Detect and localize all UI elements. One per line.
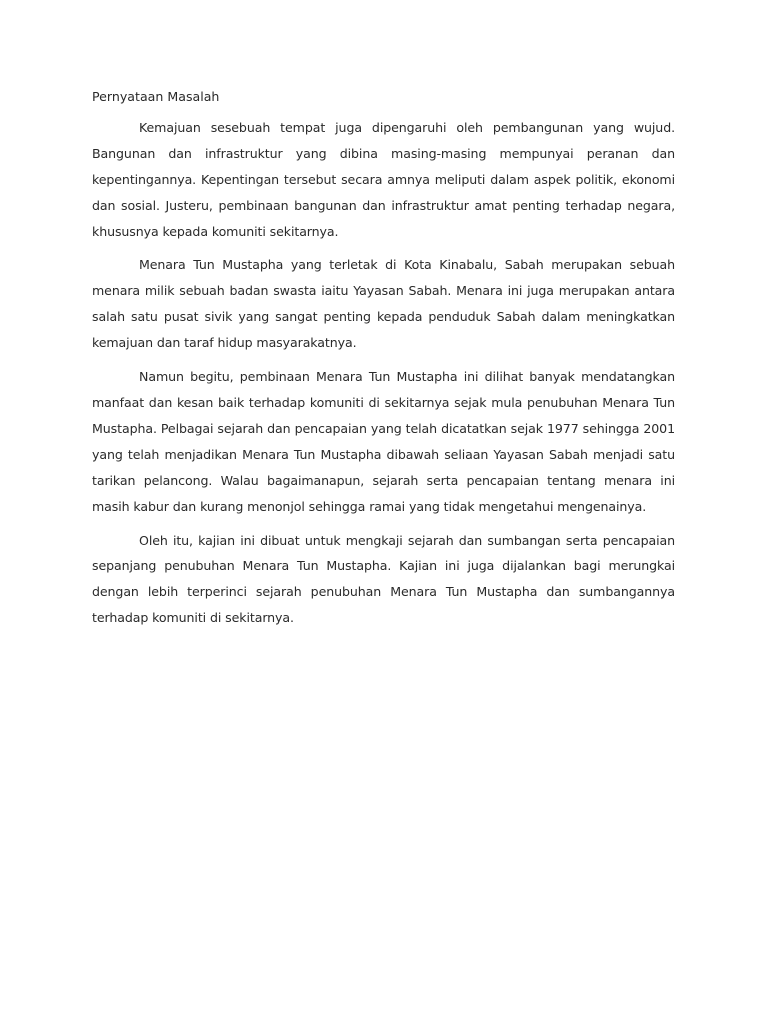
paragraph-4: Oleh itu, kajian ini dibuat untuk mengkaji sejarah dan sumbangan serta pencapaian sepanjang penubuhan Menara Tun Mustapha. Kajian ini juga dijalankan bagi merungkai dengan lebih terperinci sejarah penubuhan Menara Tun Mustapha dan sumbangannya terhadap komuniti di sekitarnya. — [92, 532, 675, 626]
paragraph-3: Namun begitu, pembinaan Menara Tun Mustapha ini dilihat banyak mendatangkan manfaat dan kesan baik terhadap komuniti di sekitarnya sejak mula penubuhan Menara Tun Mustapha. Pelbagai sejarah dan pencapaian yang telah dicatatkan sejak 1977 sehingga 2001 yang telah menjadikan Menara Tun Mustapha dibawah seliaan Yayasan Sabah menjadi satu tarikan pelancong. Walau bagaimanapun, sejarah serta pencapaian tentang menara ini masih kabur dan kurang menonjol sehingga ramai yang tidak mengetahui mengenainya. — [92, 369, 675, 514]
document-body — [92, 84, 675, 639]
section-heading: Pernyataan Masalah — [92, 89, 220, 104]
paragraph-2: Menara Tun Mustapha yang terletak di Kota Kinabalu, Sabah merupakan sebuah menara milik sebuah badan swasta iaitu Yayasan Sabah. Menara ini juga merupakan antara salah satu pusat sivik yang sangat penting kepada penduduk Sabah dalam meningkatkan kemajuan dan taraf hidup masyarakatnya. — [92, 257, 675, 351]
paragraph-1: Kemajuan sesebuah tempat juga dipengaruhi oleh pembangunan yang wujud. Bangunan dan infrastruktur yang dibina masing-masing mempunyai peranan dan kepentingannya. Kepentingan tersebut secara amnya meliputi dalam aspek politik, ekonomi dan sosial. Justeru, pembinaan bangunan dan infrastruktur amat penting terhadap negara, khususnya kepada komuniti sekitarnya. — [92, 119, 675, 239]
